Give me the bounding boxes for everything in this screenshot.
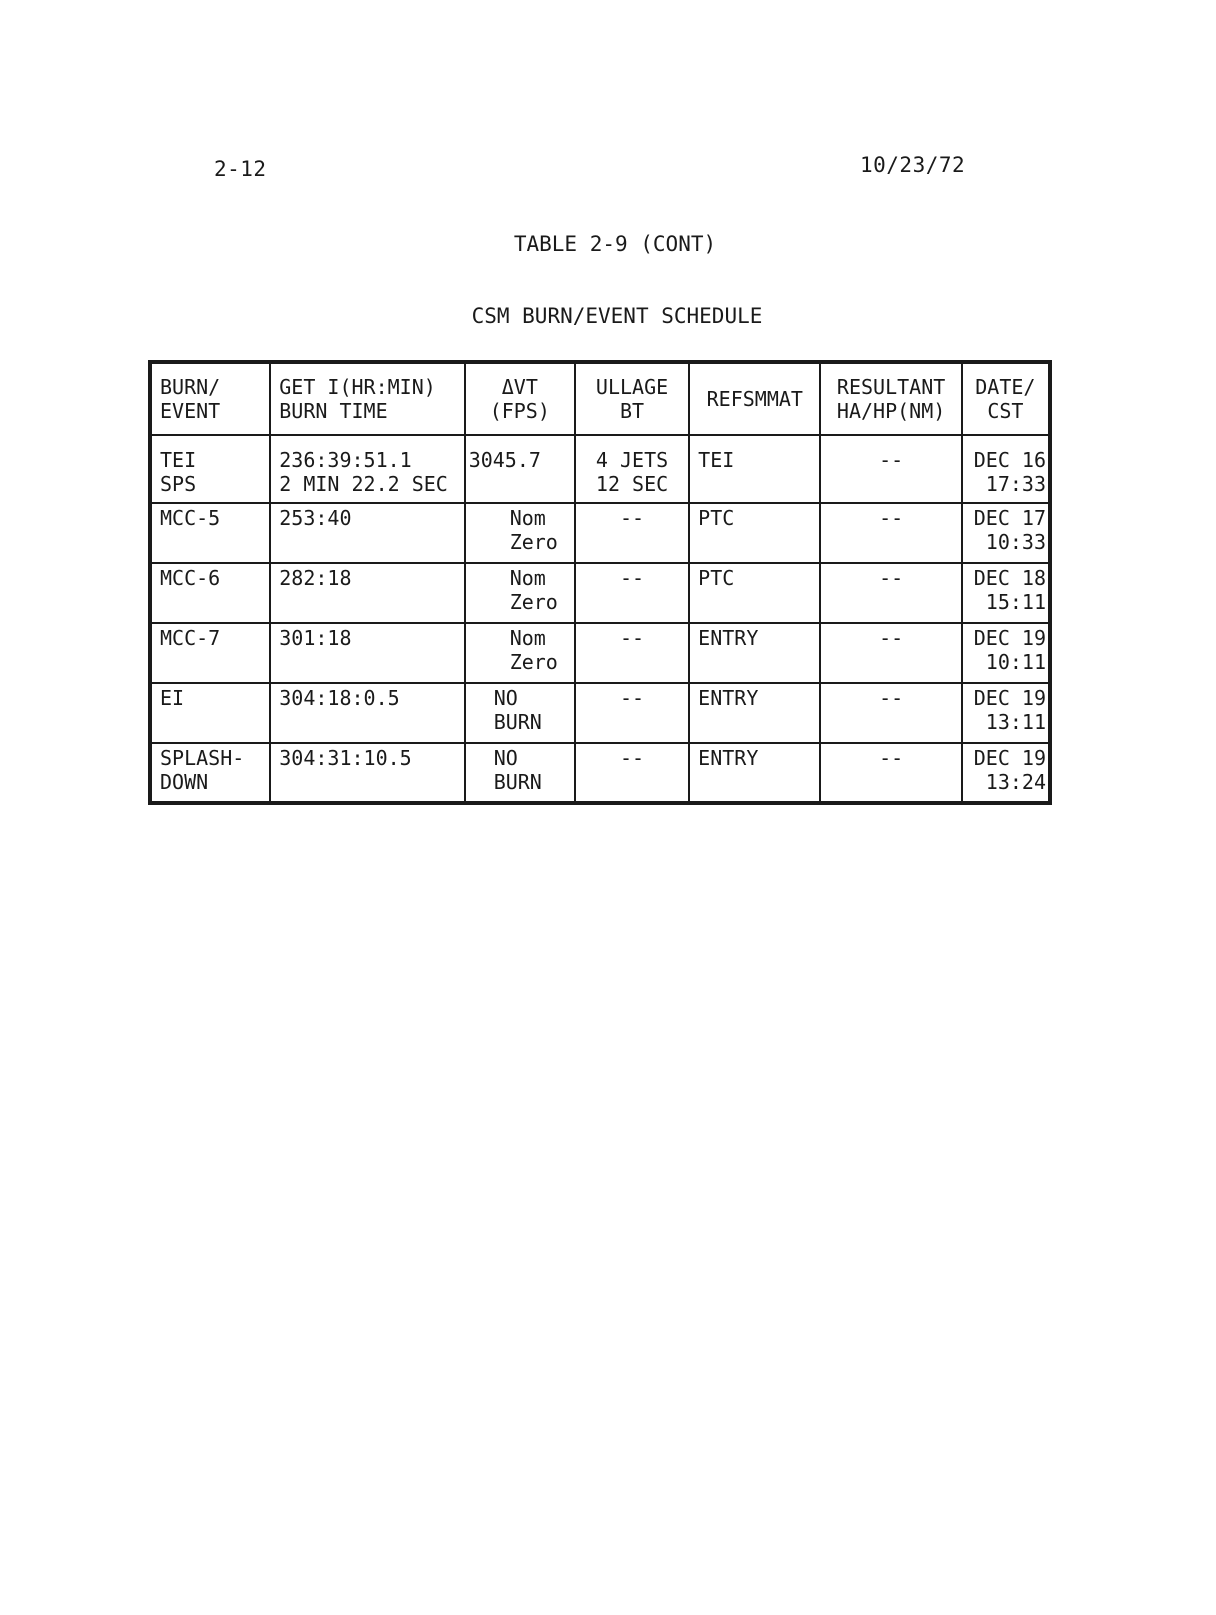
column-header-burn-event: BURN/ EVENT: [150, 362, 270, 435]
cell-get-burn-time: 304:18:0.5: [270, 683, 464, 743]
cell-get-burn-time: 301:18: [270, 623, 464, 683]
cell-delta-vt: NO BURN: [465, 743, 575, 803]
cell-get-burn-time: 236:39:51.1 2 MIN 22.2 SEC: [270, 435, 464, 503]
cell-get-burn-time: 253:40: [270, 503, 464, 563]
table-row: [150, 503, 1050, 563]
cell-ullage: --: [575, 743, 689, 803]
table-row: [150, 743, 1050, 803]
cell-burn-event: EI: [150, 683, 270, 743]
cell-date-cst: DEC 17 10:33: [962, 503, 1050, 563]
cell-refsmmat: ENTRY: [689, 623, 820, 683]
cell-resultant: --: [820, 435, 961, 503]
column-header-resultant: RESULTANT HA/HP(NM): [820, 362, 961, 435]
cell-refsmmat: PTC: [689, 563, 820, 623]
cell-burn-event: SPLASH- DOWN: [150, 743, 270, 803]
cell-delta-vt: NO BURN: [465, 683, 575, 743]
cell-refsmmat: TEI: [689, 435, 820, 503]
cell-ullage: --: [575, 623, 689, 683]
cell-ullage: --: [575, 503, 689, 563]
table-row: [150, 623, 1050, 683]
cell-refsmmat: ENTRY: [689, 683, 820, 743]
column-header-get-burn-time: GET I(HR:MIN) BURN TIME: [270, 362, 464, 435]
cell-date-cst: DEC 16 17:33: [962, 435, 1050, 503]
cell-delta-vt: 3045.7: [465, 435, 575, 503]
column-header-delta-vt: ΔVT (FPS): [465, 362, 575, 435]
cell-burn-event: MCC-7: [150, 623, 270, 683]
cell-ullage: --: [575, 563, 689, 623]
cell-delta-vt: Nom Zero: [465, 563, 575, 623]
cell-date-cst: DEC 19 13:24: [962, 743, 1050, 803]
cell-resultant: --: [820, 683, 961, 743]
cell-refsmmat: ENTRY: [689, 743, 820, 803]
cell-resultant: --: [820, 503, 961, 563]
column-header-ullage: ULLAGE BT: [575, 362, 689, 435]
cell-ullage: 4 JETS 12 SEC: [575, 435, 689, 503]
cell-ullage: --: [575, 683, 689, 743]
table-title: TABLE 2-9 (CONT): [513, 232, 717, 256]
column-header-refsmmat: REFSMMAT: [689, 362, 820, 435]
cell-delta-vt: Nom Zero: [465, 503, 575, 563]
table-row: [150, 435, 1050, 503]
cell-get-burn-time: 282:18: [270, 563, 464, 623]
cell-burn-event: TEI SPS: [150, 435, 270, 503]
column-header-date-cst: DATE/ CST: [962, 362, 1050, 435]
cell-resultant: --: [820, 563, 961, 623]
burn-event-schedule-table: [148, 360, 1052, 805]
cell-get-burn-time: 304:31:10.5: [270, 743, 464, 803]
cell-delta-vt: Nom Zero: [465, 623, 575, 683]
cell-date-cst: DEC 19 10:11: [962, 623, 1050, 683]
cell-burn-event: MCC-5: [150, 503, 270, 563]
cell-refsmmat: PTC: [689, 503, 820, 563]
cell-burn-event: MCC-6: [150, 563, 270, 623]
cell-resultant: --: [820, 743, 961, 803]
page-number: 2-12: [214, 157, 267, 181]
cell-date-cst: DEC 19 13:11: [962, 683, 1050, 743]
table-header-row: [150, 362, 1050, 435]
cell-resultant: --: [820, 623, 961, 683]
table-subtitle: CSM BURN/EVENT SCHEDULE: [471, 304, 763, 328]
cell-date-cst: DEC 18 15:11: [962, 563, 1050, 623]
document-date: 10/23/72: [860, 153, 966, 177]
table-row: [150, 683, 1050, 743]
table-row: [150, 563, 1050, 623]
